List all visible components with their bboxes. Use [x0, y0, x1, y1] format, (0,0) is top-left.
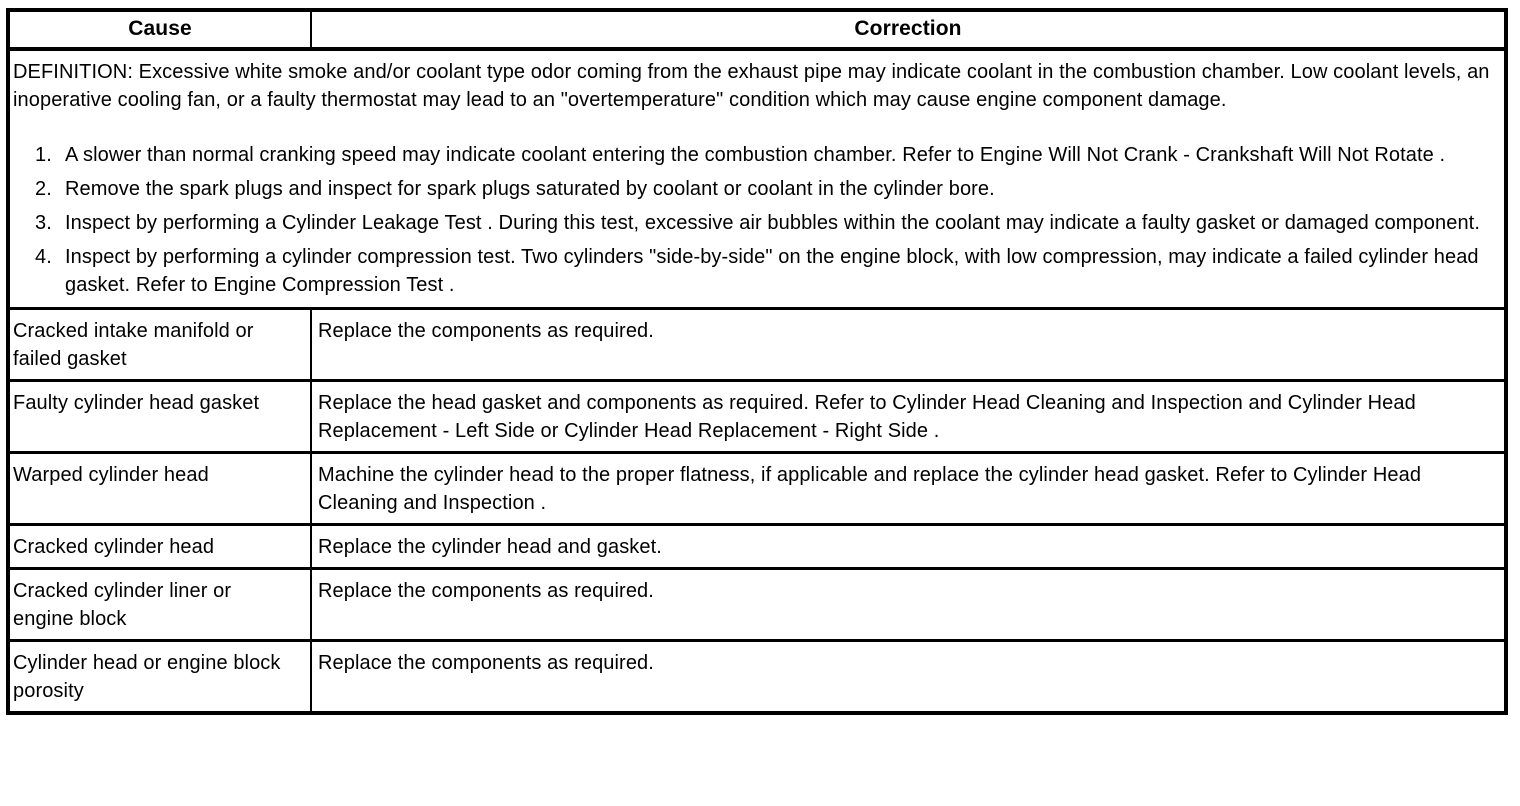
- step-number: 4.: [35, 246, 52, 268]
- header-correction: Correction: [854, 17, 962, 40]
- diagnostic-step-2: [13, 175, 1494, 203]
- correction-cell: Replace the cylinder head and gasket.: [318, 536, 662, 558]
- cause-cell: Cylinder head or engine block porosity: [10, 642, 312, 711]
- header-cause: Cause: [10, 12, 312, 47]
- table-row: [10, 451, 1504, 523]
- step-number: 1.: [35, 144, 52, 166]
- diagnostic-step-1: [13, 141, 1494, 169]
- step-text: Inspect by performing a cylinder compression test. Two cylinders "side-by-side" on the engine block, with low compression, may indicate a failed cylinder head gasket. Refer to Engine Compression Test .: [65, 246, 1479, 296]
- correction-cell: Replace the components as required.: [318, 652, 654, 674]
- step-text: Remove the spark plugs and inspect for spark plugs saturated by coolant or coolant in the cylinder bore.: [65, 178, 995, 200]
- step-text: Inspect by performing a Cylinder Leakage Test . During this test, excessive air bubbles within the coolant may indicate a faulty gasket or damaged component.: [65, 212, 1480, 234]
- table-header-row: [10, 12, 1504, 51]
- cause-cell: Cracked cylinder head: [10, 526, 312, 567]
- correction-cell: Machine the cylinder head to the proper flatness, if applicable and replace the cylinder head gasket. Refer to Cylinder Head Cleaning and Inspection .: [318, 464, 1422, 514]
- table-row: [10, 639, 1504, 711]
- diagnostic-step-4: [13, 243, 1494, 299]
- cause-cell: Faulty cylinder head gasket: [10, 382, 312, 451]
- correction-cell: Replace the components as required.: [318, 580, 654, 602]
- diagnostic-steps-list: [13, 141, 1494, 299]
- correction-cell: Replace the head gasket and components as required. Refer to Cylinder Head Cleaning and Inspection and Cylinder Head Replacement - Left Side or Cylinder Head Replacement - Right Side .: [318, 392, 1416, 442]
- cause-correction-table: [6, 8, 1508, 715]
- definition-row: [10, 51, 1504, 307]
- step-number: 3.: [35, 212, 52, 234]
- table-row: [10, 567, 1504, 639]
- cause-cell: Cracked intake manifold or failed gasket: [10, 310, 312, 379]
- definition-text: DEFINITION: Excessive white smoke and/or coolant type odor coming from the exhaust pipe may indicate coolant in the combustion chamber. Low coolant levels, an inoperative cooling fan, or a faulty thermostat may lead to an "overtemperature" condition which may cause engine component damage.: [13, 61, 1490, 111]
- correction-cell: Replace the components as required.: [318, 320, 654, 342]
- cause-cell: Warped cylinder head: [10, 454, 312, 523]
- table-row: [10, 379, 1504, 451]
- step-text: A slower than normal cranking speed may indicate coolant entering the combustion chamber. Refer to Engine Will Not Crank - Crankshaft Will Not Rotate .: [65, 144, 1446, 166]
- step-number: 2.: [35, 178, 52, 200]
- diagnostic-step-3: [13, 209, 1494, 237]
- table-row: [10, 307, 1504, 379]
- table-row: [10, 523, 1504, 567]
- cause-cell: Cracked cylinder liner or engine block: [10, 570, 312, 639]
